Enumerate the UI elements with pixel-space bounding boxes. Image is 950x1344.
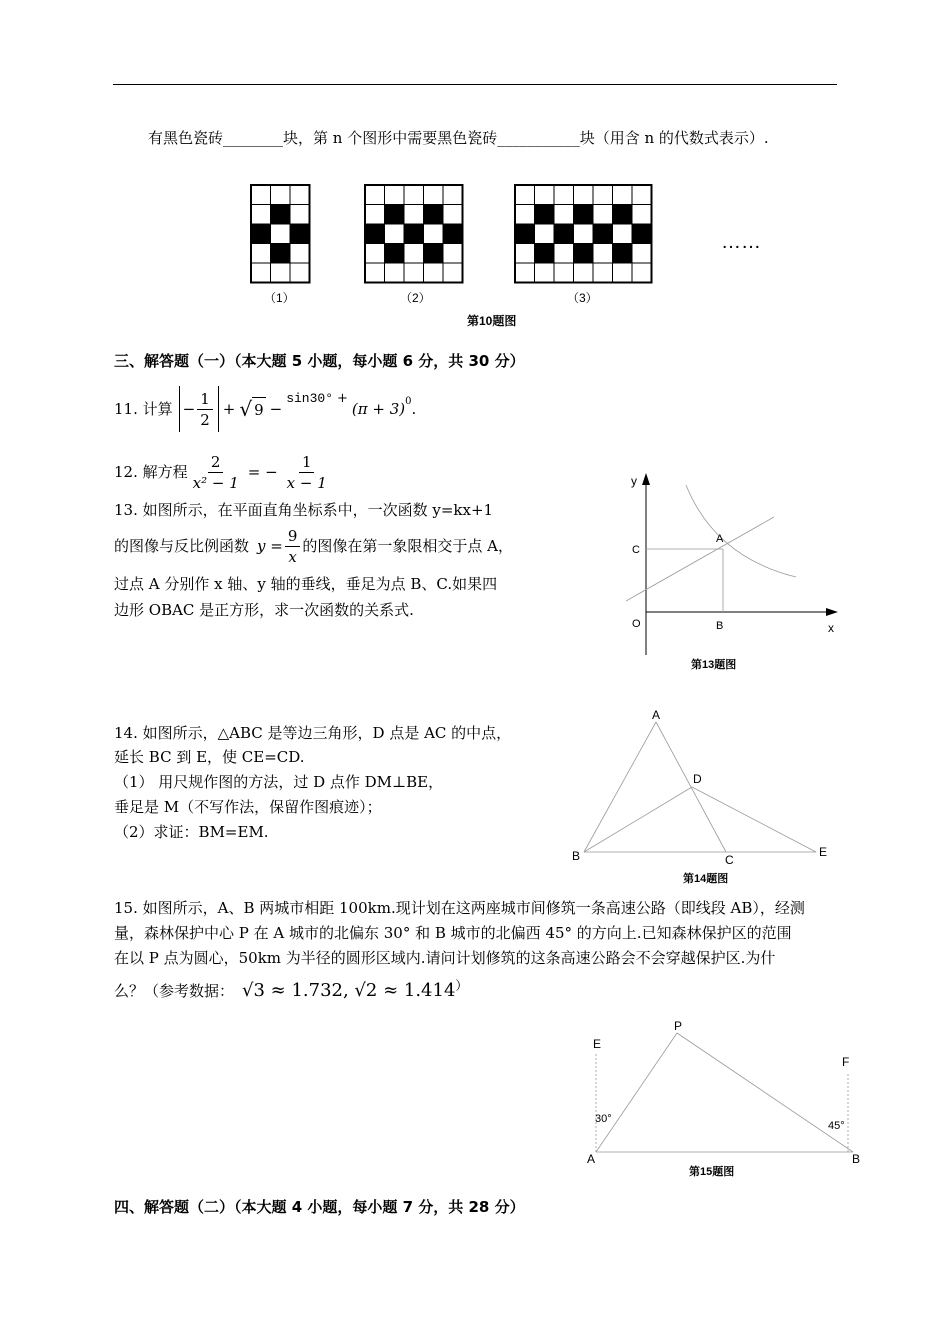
- svg-text:C: C: [725, 853, 734, 867]
- hyperbola: [686, 485, 796, 577]
- svg-text:第15题图: 第15题图: [689, 1166, 735, 1178]
- white-tile: [535, 185, 555, 205]
- black-tile: [535, 244, 555, 264]
- segment-DE: [692, 787, 816, 852]
- q14-line3: （1） 用尺规作图的方法，过 D 点作 DM⊥BE，: [114, 773, 444, 791]
- white-tile: [251, 263, 271, 283]
- q10-caption: 第10题图: [467, 314, 517, 328]
- white-tile: [515, 244, 535, 264]
- white-tile: [404, 205, 424, 225]
- q11: 11. 计算 − $\frac{1}{2}$ + √ 9 − sin30° + (π + 3) $^0$ .: [114, 384, 416, 434]
- white-tile: [251, 205, 271, 225]
- black-tile: [404, 224, 424, 244]
- white-tile: [290, 205, 310, 225]
- q13-line1: 13. 如图所示，在平面直角坐标系中，一次函数 y=kx+1: [114, 501, 494, 519]
- q14-line1: 14. 如图所示，△ABC 是等边三角形，D 点是 AC 的中点，: [114, 724, 512, 742]
- segment-AP: [596, 1033, 677, 1152]
- white-tile: [515, 205, 535, 225]
- tile-grids: [251, 185, 652, 283]
- black-tile: [613, 205, 633, 225]
- side-AB: [584, 722, 656, 852]
- q13-line3: 过点 A 分别作 x 轴、y 轴的垂线，垂足为点 B、C.如果四: [114, 575, 498, 593]
- fig-label-2: （2）: [400, 291, 431, 305]
- white-tile: [574, 224, 594, 244]
- q11-pi: (π + 3): [351, 400, 406, 418]
- q11-sin: sin30°: [286, 391, 334, 406]
- q14-line2: 延长 BC 到 E，使 CE=CD.: [114, 748, 305, 766]
- q13-figure: [610, 465, 850, 680]
- black-tile: [593, 224, 613, 244]
- black-tile: [554, 224, 574, 244]
- white-tile: [443, 185, 463, 205]
- black-tile: [574, 205, 594, 225]
- svg-text:B: B: [572, 849, 581, 863]
- q14-line4: 垂足是 M（不写作法，保留作图痕迹）；: [114, 798, 382, 816]
- white-tile: [443, 244, 463, 264]
- white-tile: [404, 244, 424, 264]
- header-rule: [113, 84, 837, 85]
- q12: 12. 解方程 $\frac{2}{\text{x² − 1}}$ = − $\frac{1}{x - 1}$: [114, 452, 327, 492]
- black-tile: [613, 244, 633, 264]
- white-tile: [290, 244, 310, 264]
- svg-text:P: P: [674, 1019, 683, 1033]
- black-tile: [251, 224, 271, 244]
- q15-line4: 么？（参考数据： √3 ≈ 1.732, √2 ≈ 1.414）: [114, 978, 468, 1001]
- x-arrow: [826, 608, 838, 616]
- svg-text:A: A: [587, 1152, 596, 1166]
- q11-minus: −: [182, 400, 196, 418]
- q13-line4: 边形 OBAC 是正方形，求一次函数的关系式.: [114, 601, 414, 619]
- white-tile: [593, 205, 613, 225]
- white-tile: [385, 224, 405, 244]
- svg-text:C: C: [632, 544, 640, 556]
- black-tile: [290, 224, 310, 244]
- white-tile: [593, 185, 613, 205]
- svg-text:A: A: [652, 708, 661, 722]
- svg-text:D: D: [693, 772, 702, 786]
- white-tile: [443, 205, 463, 225]
- white-tile: [613, 185, 633, 205]
- white-tile: [613, 263, 633, 283]
- white-tile: [593, 263, 613, 283]
- white-tile: [290, 185, 310, 205]
- white-tile: [271, 185, 291, 205]
- q11-den: 2: [200, 410, 210, 429]
- white-tile: [251, 185, 271, 205]
- black-tile: [271, 244, 291, 264]
- black-tile: [515, 224, 535, 244]
- white-tile: [515, 263, 535, 283]
- q14-figure: [560, 700, 850, 890]
- q15-reference: √3 ≈ 1.732, √2 ≈ 1.414: [242, 980, 456, 1001]
- white-tile: [443, 263, 463, 283]
- tile-pattern-3: [515, 185, 652, 283]
- q15-line1: 15. 如图所示，A、B 两城市相距 100km.现计划在这两座城市间修筑一条高速公路（即线段 AB），经测: [114, 899, 805, 917]
- white-tile: [574, 185, 594, 205]
- black-tile: [535, 205, 555, 225]
- segment-PB: [677, 1033, 853, 1152]
- white-tile: [404, 185, 424, 205]
- white-tile: [385, 263, 405, 283]
- white-tile: [632, 244, 652, 264]
- black-tile: [632, 224, 652, 244]
- svg-text:x: x: [828, 621, 834, 635]
- white-tile: [554, 205, 574, 225]
- white-tile: [385, 185, 405, 205]
- white-tile: [613, 224, 633, 244]
- black-tile: [385, 244, 405, 264]
- q11-sqrt: 9: [252, 397, 266, 422]
- svg-text:y: y: [631, 474, 637, 488]
- white-tile: [271, 263, 291, 283]
- white-tile: [632, 263, 652, 283]
- black-tile: [424, 244, 444, 264]
- tile-pattern-2: [365, 185, 463, 283]
- svg-text:第13题图: 第13题图: [691, 659, 737, 671]
- white-tile: [404, 263, 424, 283]
- black-tile: [424, 205, 444, 225]
- black-tile: [271, 205, 291, 225]
- side-AC: [656, 722, 726, 852]
- white-tile: [290, 263, 310, 283]
- white-tile: [632, 185, 652, 205]
- q10-figure: [240, 180, 770, 330]
- fig-label-1: （1）: [264, 291, 295, 305]
- white-tile: [271, 224, 291, 244]
- fig-label-3: （3）: [567, 291, 598, 305]
- segment-BD: [584, 787, 692, 852]
- q15-figure: [578, 1015, 868, 1185]
- q14-line5: （2）求证：BM=EM.: [114, 823, 269, 841]
- section4-heading: 四、解答题（二）（本大题 4 小题，每小题 7 分，共 28 分）: [114, 1198, 525, 1216]
- q11-prefix: 11. 计算: [114, 400, 173, 418]
- y-arrow: [642, 473, 650, 485]
- svg-text:45°: 45°: [828, 1120, 845, 1132]
- q11-num: 1: [197, 389, 213, 410]
- q15-line2: 量，森林保护中心 P 在 A 城市的北偏东 30° 和 B 城市的北偏西 45° 的方向上.已知森林保护区的范围: [114, 924, 792, 942]
- svg-text:O: O: [632, 618, 641, 630]
- white-tile: [365, 263, 385, 283]
- q13-line2: 的图像与反比例函数 y = $\frac{9}{x}$ 的图像在第一象限相交于点 A，: [114, 526, 513, 566]
- white-tile: [632, 205, 652, 225]
- q10-text: 有黑色瓷砖________块，第 n 个图形中需要黑色瓷砖___________块（用含 n 的代数式表示）.: [148, 129, 769, 147]
- white-tile: [554, 244, 574, 264]
- black-tile: [365, 224, 385, 244]
- white-tile: [365, 205, 385, 225]
- white-tile: [574, 263, 594, 283]
- white-tile: [424, 185, 444, 205]
- black-tile: [574, 244, 594, 264]
- white-tile: [554, 263, 574, 283]
- svg-text:E: E: [819, 845, 828, 859]
- linear-line: [626, 517, 774, 601]
- white-tile: [424, 224, 444, 244]
- svg-text:第14题图: 第14题图: [683, 873, 729, 885]
- white-tile: [535, 224, 555, 244]
- svg-text:A: A: [716, 533, 724, 545]
- q15-line3: 在以 P 点为圆心，50km 为半径的圆形区域内.请问计划修筑的这条高速公路会不会穿越保护区.为什: [114, 949, 776, 967]
- white-tile: [424, 263, 444, 283]
- svg-text:E: E: [593, 1037, 602, 1051]
- white-tile: [554, 185, 574, 205]
- q12-prefix: 12. 解方程: [114, 463, 188, 481]
- svg-text:B: B: [852, 1152, 861, 1166]
- tile-pattern-1: [251, 185, 310, 283]
- white-tile: [365, 244, 385, 264]
- black-tile: [385, 205, 405, 225]
- white-tile: [515, 185, 535, 205]
- white-tile: [593, 244, 613, 264]
- svg-text:B: B: [716, 620, 724, 632]
- black-tile: [443, 224, 463, 244]
- white-tile: [251, 244, 271, 264]
- svg-text:30°: 30°: [595, 1113, 612, 1125]
- white-tile: [365, 185, 385, 205]
- ellipsis: ……: [721, 231, 761, 253]
- section3-heading: 三、解答题（一）（本大题 5 小题，每小题 6 分，共 30 分）: [114, 352, 525, 370]
- white-tile: [535, 263, 555, 283]
- svg-text:F: F: [842, 1055, 850, 1069]
